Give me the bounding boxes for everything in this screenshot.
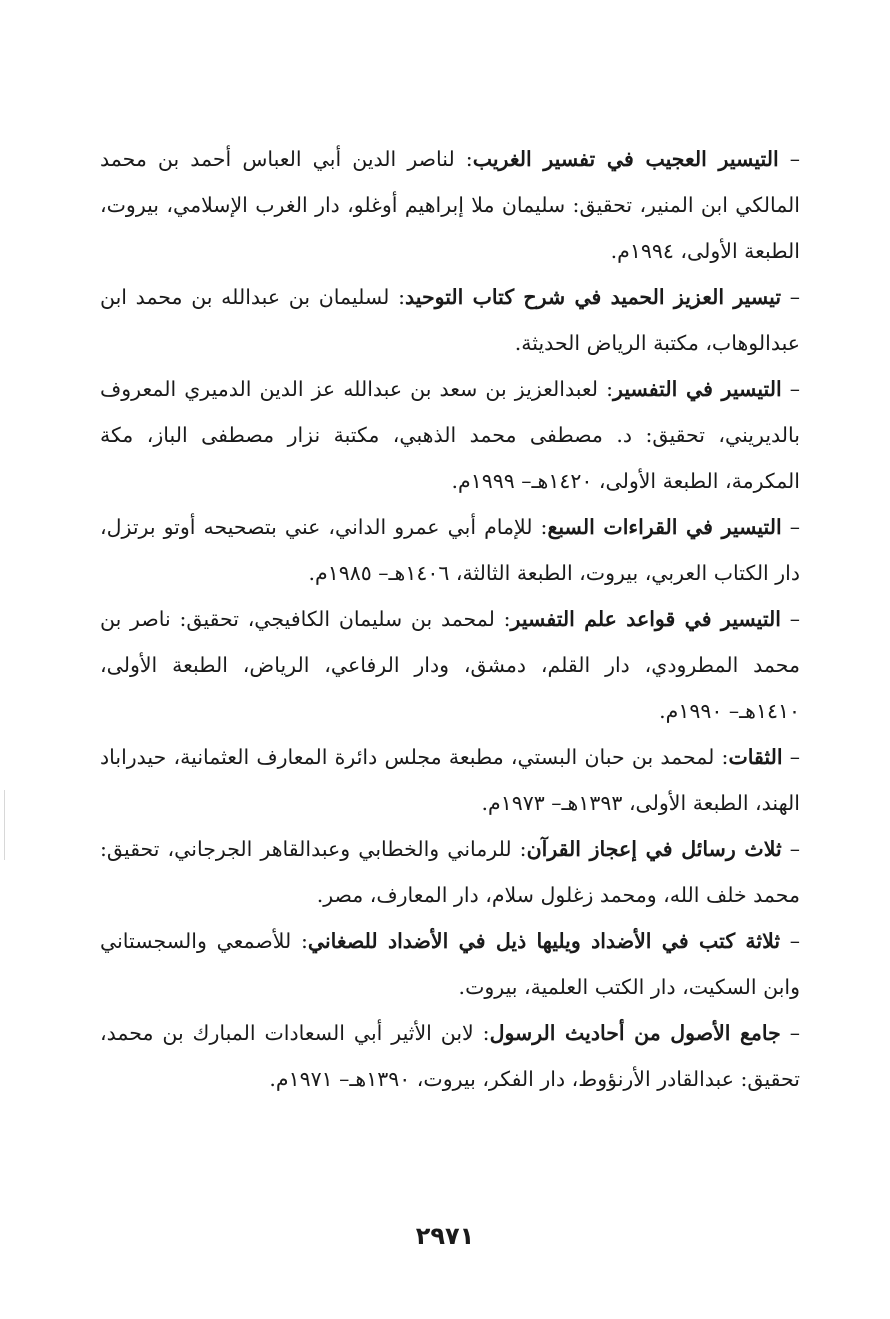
entry-text: : للرماني والخطابي وعبدالقاهر الجرجاني، تحقيق: محمد خلف الله، ومحمد زغلول سلام، دار المعارف، مصر. <box>100 837 800 907</box>
entry-dash: – <box>789 515 800 539</box>
bibliography-entry <box>100 136 800 274</box>
bibliography-entry <box>100 826 800 918</box>
entry-dash: – <box>789 745 800 769</box>
entry-dash: – <box>789 929 800 953</box>
entry-text: : للإمام أبي عمرو الداني، عني بتصحيحه أوتو برتزل، دار الكتاب العربي، بيروت، الطبعة الثالثة، ١٤٠٦هـ– ١٩٨٥م. <box>100 515 800 585</box>
bibliography-entry <box>100 1010 800 1102</box>
entry-title: التيسير في قواعد علم التفسير <box>510 607 781 631</box>
entry-text: : لسليمان بن عبدالله بن محمد ابن عبدالوهاب، مكتبة الرياض الحديثة. <box>100 285 800 355</box>
entry-text: : لابن الأثير أبي السعادات المبارك بن محمد، تحقيق: عبدالقادر الأرنؤوط، دار الفكر، بيروت، ١٣٩٠هـ– ١٩٧١م. <box>100 1021 800 1091</box>
entry-dash: – <box>789 1021 800 1045</box>
entry-text: : لعبدالعزيز بن سعد بن عبدالله عز الدين الدميري المعروف بالديريني، تحقيق: د. مصطفى محمد الذهبي، مكتبة نزار مصطفى الباز، مكة المكرمة، الطبعة الأولى، ١٤٢٠هـ– ١٩٩٩م. <box>100 377 800 493</box>
bibliography-entry <box>100 366 800 504</box>
entry-title: ثلاثة كتب في الأضداد ويليها ذيل في الأضداد للصغاني <box>307 929 781 953</box>
entry-dash: – <box>789 837 800 861</box>
bibliography-entry <box>100 504 800 596</box>
entry-title: التيسير العجيب في تفسير الغريب <box>472 147 779 171</box>
bibliography-list <box>100 136 800 1102</box>
entry-title: التيسير في التفسير <box>613 377 782 401</box>
entry-title: ثلاث رسائل في إعجاز القرآن <box>526 837 782 861</box>
entry-title: تيسير العزيز الحميد في شرح كتاب التوحيد <box>405 285 782 309</box>
entry-dash: – <box>789 377 800 401</box>
entry-text: : لناصر الدين أبي العباس أحمد بن محمد المالكي ابن المنير، تحقيق: سليمان ملا إبراهيم أوغلو، دار الغرب الإسلامي، بيروت، الطبعة الأولى، ١٩٩٤م. <box>100 147 800 263</box>
entry-text: : لمحمد بن سليمان الكافيجي، تحقيق: ناصر بن محمد المطرودي، دار القلم، دمشق، ودار الرفاعي، الرياض، الطبعة الأولى، ١٤١٠هـ– ١٩٩٠م. <box>100 607 800 723</box>
bibliography-entry <box>100 596 800 734</box>
bibliography-entry <box>100 274 800 366</box>
entry-dash: – <box>789 285 800 309</box>
page-number: ٢٩٧١ <box>415 1222 475 1250</box>
entry-dash: – <box>789 607 800 631</box>
entry-text: : للأصمعي والسجستاني وابن السكيت، دار الكتب العلمية، بيروت. <box>100 929 800 999</box>
entry-title: التيسير في القراءات السبع <box>547 515 782 539</box>
entry-title: جامع الأصول من أحاديث الرسول <box>489 1021 781 1045</box>
bibliography-entry <box>100 734 800 826</box>
entry-title: الثقات <box>728 745 783 769</box>
scan-edge-mark <box>4 790 5 860</box>
entry-text: : لمحمد بن حبان البستي، مطبعة مجلس دائرة المعارف العثمانية، حيدراباد الهند، الطبعة الأولى، ١٣٩٣هـ– ١٩٧٣م. <box>100 745 800 815</box>
bibliography-entry <box>100 918 800 1010</box>
entry-dash: – <box>789 147 800 171</box>
